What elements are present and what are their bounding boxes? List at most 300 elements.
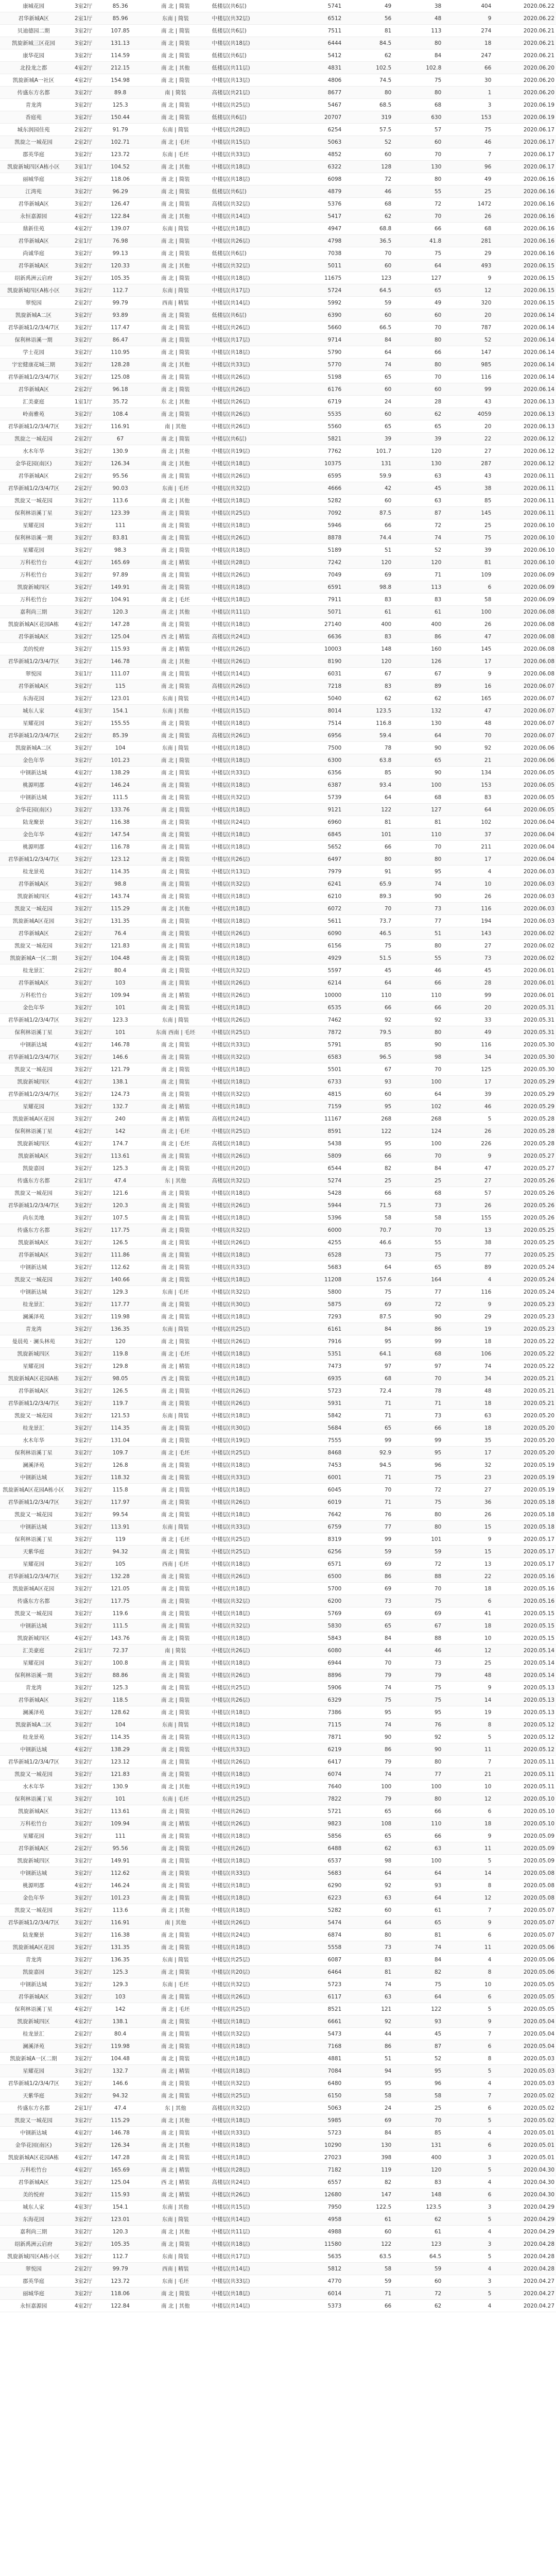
table-cell: 2020.05.19	[493, 1459, 556, 1471]
table-cell: 49	[443, 173, 493, 185]
table-cell: 8878	[293, 532, 343, 544]
table-cell: 南 北 | 其他	[141, 903, 210, 915]
table-cell: 131.35	[100, 915, 141, 927]
table-cell: 43	[443, 396, 493, 408]
table-cell: 2020.06.01	[493, 977, 556, 989]
table-cell: 南 北 | 其他	[141, 1904, 210, 1917]
table-cell: 84	[393, 1954, 443, 1966]
table-cell: 2020.06.17	[493, 124, 556, 136]
table-cell: 南 北 | 精装	[141, 989, 210, 1002]
table-cell: 26	[443, 1199, 493, 1212]
table-cell: 101.23	[100, 754, 141, 767]
table-cell: 79	[343, 1669, 393, 1682]
table-cell: 67	[393, 1620, 443, 1632]
table-cell: 中楼层(共18层)	[210, 1274, 293, 1286]
table-cell: 中楼层(共18层)	[210, 1002, 293, 1014]
table-cell: 2020.05.06	[493, 1966, 556, 1978]
table-cell: 3室2厅	[67, 457, 100, 470]
table-cell: 3室2厅	[67, 742, 100, 754]
table-cell: 2020.06.15	[493, 272, 556, 284]
table-cell: 64	[343, 791, 393, 804]
table-cell: 21	[443, 754, 493, 767]
table-cell: 18	[443, 1397, 493, 1410]
table-cell: 陆龙聚景	[0, 816, 67, 828]
table-cell: 3室2厅	[67, 2114, 100, 2127]
table-cell: 3室2厅	[67, 532, 100, 544]
table-cell: 66	[393, 1805, 443, 1818]
table-cell: 64.5	[393, 2250, 443, 2263]
table-cell: 2020.06.05	[493, 779, 556, 791]
table-cell: 6	[443, 1805, 493, 1818]
table-cell: 319	[343, 111, 393, 124]
table-cell: 130	[343, 2139, 393, 2151]
table-cell: 68	[393, 1348, 443, 1360]
table-cell: 南 北 | 简装	[141, 2053, 210, 2065]
table-cell: 5769	[293, 1607, 343, 1620]
table-cell: 2020.05.22	[493, 1348, 556, 1360]
table-row	[0, 37, 556, 49]
table-row	[0, 12, 556, 25]
table-cell: 中楼层(共18层)	[210, 2287, 293, 2300]
table-row	[0, 1892, 556, 1904]
table-row	[0, 1546, 556, 1558]
table-cell: 南 北 | 毛坯	[141, 2003, 210, 2015]
table-cell: 73	[443, 952, 493, 964]
table-cell: 中楼层(共25层)	[210, 1447, 293, 1459]
table-cell: 南 北 | 简装	[141, 1088, 210, 1100]
table-cell: 3室2厅	[67, 1471, 100, 1484]
table-cell: 南 北 | 简装	[141, 1855, 210, 1867]
table-cell: 2020.05.25	[493, 1236, 556, 1249]
table-cell: 3室2厅	[67, 1805, 100, 1818]
table-cell: 南 北 | 精装	[141, 1100, 210, 1113]
table-cell: 中楼层(共26层)	[210, 853, 293, 866]
table-cell: 126.47	[100, 198, 141, 210]
table-cell: 74	[393, 1941, 443, 1954]
table-row	[0, 62, 556, 74]
table-cell: 5906	[293, 1682, 343, 1694]
table-cell: 6960	[293, 816, 343, 828]
table-cell: 南 北 | 简装	[141, 1496, 210, 1509]
table-cell: 6300	[293, 754, 343, 767]
table-cell: 南 北 | 毛坯	[141, 136, 210, 148]
table-cell: 2020.05.13	[493, 1706, 556, 1719]
table-cell: 东 | 其他	[141, 2102, 210, 2114]
table-cell: 125.04	[100, 2176, 141, 2189]
table-cell: 115	[100, 680, 141, 692]
table-cell: 8468	[293, 1447, 343, 1459]
table-cell: 南 北 | 简装	[141, 2151, 210, 2164]
table-cell: 凯旋又一城花园	[0, 1410, 67, 1422]
table-cell: 西 北 | 精装	[141, 631, 210, 643]
table-cell: 中楼层(共18层)	[210, 1348, 293, 1360]
table-cell: 2020.05.12	[493, 1719, 556, 1731]
table-cell: 123.12	[100, 853, 141, 866]
table-cell: 153	[443, 111, 493, 124]
table-cell: 69	[343, 1558, 393, 1570]
table-cell: 80	[393, 1793, 443, 1805]
table-row	[0, 1521, 556, 1533]
table-cell: 4室2厅	[67, 2151, 100, 2164]
table-cell: 中楼层(共26层)	[210, 1236, 293, 1249]
table-cell: 145	[443, 643, 493, 655]
table-cell: 3室2厅	[67, 878, 100, 890]
table-cell: 70	[393, 321, 443, 334]
table-cell: 113.91	[100, 1521, 141, 1533]
table-cell: 南 北 | 其他	[141, 1781, 210, 1793]
table-cell: 高楼层(共26层)	[210, 680, 293, 692]
table-cell: 高楼层(共21层)	[210, 87, 293, 99]
table-cell: 64	[343, 1867, 393, 1879]
table-cell: 116.78	[100, 841, 141, 853]
table-cell: 28	[443, 977, 493, 989]
table-cell: 2020.06.05	[493, 767, 556, 779]
table-row	[0, 396, 556, 408]
table-cell: 123.5	[393, 2201, 443, 2213]
table-cell: 153	[443, 779, 493, 791]
table-cell: 2020.05.05	[493, 2003, 556, 2015]
table-cell: 112.62	[100, 1867, 141, 1879]
table-cell: 5723	[293, 2127, 343, 2139]
table-cell: 传盛东方名都	[0, 1595, 67, 1607]
table-cell: 南 北 | 简装	[141, 2040, 210, 2053]
table-cell: 万科松竹台	[0, 556, 67, 569]
table-row	[0, 1583, 556, 1595]
table-row	[0, 1039, 556, 1051]
table-cell: 3室2厅	[67, 581, 100, 594]
table-cell: 3室2厅	[67, 1150, 100, 1162]
table-cell: 84	[343, 1323, 393, 1335]
table-cell: 星耀花园	[0, 519, 67, 532]
table-row	[0, 742, 556, 754]
table-cell: 6241	[293, 878, 343, 890]
table-cell: 2020.05.12	[493, 1731, 556, 1743]
table-cell: 6636	[293, 631, 343, 643]
table-cell: 3室2厅	[67, 1818, 100, 1830]
table-cell: 康华花园	[0, 49, 67, 62]
table-row	[0, 25, 556, 37]
table-cell: 南 北 | 简装	[141, 569, 210, 581]
table-cell: 2020.05.16	[493, 1595, 556, 1607]
table-cell: 君华新城1/2/3/4/7区	[0, 1570, 67, 1583]
table-cell: 3室2厅	[67, 903, 100, 915]
table-cell: 中钢新达城	[0, 1743, 67, 1756]
table-cell: 6098	[293, 173, 343, 185]
table-row	[0, 1274, 556, 1286]
table-cell: 2020.05.10	[493, 1793, 556, 1805]
table-cell: 41.8	[393, 235, 443, 247]
table-cell: 中楼层(共18层)	[210, 1941, 293, 1954]
table-cell: 星耀花园	[0, 717, 67, 730]
table-cell: 南 北 | 简装	[141, 272, 210, 284]
table-cell: 3室2厅	[67, 1372, 100, 1385]
table-cell: 2020.05.22	[493, 1360, 556, 1372]
table-row	[0, 964, 556, 977]
table-cell: 287	[443, 457, 493, 470]
table-cell: 38	[393, 0, 443, 12]
table-cell: 中楼层(共28层)	[210, 2164, 293, 2176]
table-cell: 高楼层(共24层)	[210, 1113, 293, 1125]
table-cell: 124	[393, 1125, 443, 1138]
table-cell: 80	[393, 1026, 443, 1039]
table-cell: 47.4	[100, 2102, 141, 2114]
table-cell: 中楼层(共26层)	[210, 2189, 293, 2201]
table-cell: 中楼层(共32层)	[210, 260, 293, 272]
table-cell: 南 北 | 简装	[141, 927, 210, 940]
table-cell: 60	[393, 309, 443, 321]
table-cell: 3室2厅	[67, 1113, 100, 1125]
table-cell: 11675	[293, 272, 343, 284]
table-cell: 3室2厅	[67, 1533, 100, 1546]
table-cell: 27023	[293, 2151, 343, 2164]
table-cell: 76	[393, 1719, 443, 1731]
table-cell: 凯旋新城A区花园	[0, 915, 67, 927]
table-cell: 君华新城1/2/3/4/7区	[0, 655, 67, 668]
table-cell: 3室2厅	[67, 185, 100, 198]
table-cell: 南 北 | 简装	[141, 309, 210, 321]
table-cell: 18	[443, 1422, 493, 1434]
table-cell: 25	[443, 1657, 493, 1669]
table-cell: 南 北 | 简装	[141, 1570, 210, 1583]
table-cell: 低楼层(共11层)	[210, 62, 293, 74]
table-cell: 中钢新达城	[0, 1620, 67, 1632]
table-cell: 5790	[293, 346, 343, 359]
table-row	[0, 1014, 556, 1026]
table-cell: 3室2厅	[67, 680, 100, 692]
table-row	[0, 2189, 556, 2201]
table-row	[0, 2102, 556, 2114]
table-cell: 5351	[293, 1348, 343, 1360]
table-cell: 君华新城A区	[0, 1249, 67, 1261]
table-cell: 2020.05.20	[493, 1434, 556, 1447]
table-cell: 157.6	[343, 1274, 393, 1286]
table-cell: 6072	[293, 903, 343, 915]
table-cell: 4室2厅	[67, 2127, 100, 2139]
table-cell: 凯旋新城A区	[0, 1236, 67, 1249]
table-cell: 2020.06.21	[493, 25, 556, 37]
table-cell: 88	[393, 1570, 443, 1583]
table-cell: 中楼层(共13层)	[210, 74, 293, 87]
table-cell: 116.91	[100, 420, 141, 433]
table-cell: 74	[443, 1360, 493, 1372]
table-cell: 6845	[293, 828, 343, 841]
table-cell: 4881	[293, 2053, 343, 2065]
table-cell: 81	[343, 25, 393, 37]
table-cell: 凯旋新城A区花园	[0, 1941, 67, 1954]
table-cell: 东南 | 毛坯	[141, 1978, 210, 1991]
table-cell: 147	[443, 346, 493, 359]
table-cell: 51	[393, 927, 443, 940]
table-cell: 3室2厅	[67, 1484, 100, 1496]
table-cell: 中楼层(共32层)	[210, 1051, 293, 1063]
table-cell: 68	[343, 1372, 393, 1385]
table-cell: 星耀花园	[0, 2065, 67, 2077]
table-cell: 63	[393, 1842, 443, 1855]
table-row	[0, 247, 556, 260]
table-cell: 36.5	[343, 235, 393, 247]
table-cell: 3室2厅	[67, 1348, 100, 1360]
table-cell: 中楼层(共15层)	[210, 2201, 293, 2213]
table-row	[0, 495, 556, 507]
table-cell: 59	[393, 2263, 443, 2275]
table-cell: 105	[100, 1558, 141, 1570]
table-cell: 128	[343, 161, 393, 173]
table-cell: 86	[343, 2040, 393, 2053]
table-cell: 66.5	[343, 321, 393, 334]
table-row	[0, 445, 556, 457]
table-row	[0, 767, 556, 779]
table-cell: 68.8	[343, 223, 393, 235]
table-row	[0, 260, 556, 272]
table-cell: 115.93	[100, 2189, 141, 2201]
table-cell: 南 北 | 简装	[141, 433, 210, 445]
table-cell: 72	[393, 198, 443, 210]
table-cell: 61	[393, 606, 443, 618]
table-cell: 6935	[293, 1372, 343, 1385]
table-cell: 80	[343, 853, 393, 866]
table-cell: 96	[393, 1459, 443, 1471]
table-cell: 111	[100, 519, 141, 532]
table-cell: 中楼层(共26层)	[210, 532, 293, 544]
table-cell: 3室2厅	[67, 989, 100, 1002]
table-cell: 南 北 | 简装	[141, 804, 210, 816]
table-cell: 南 北 | 其他	[141, 2226, 210, 2238]
table-cell: 62	[393, 408, 443, 420]
table-row	[0, 2263, 556, 2275]
table-cell: 南 北 | 简装	[141, 519, 210, 532]
table-row	[0, 556, 556, 569]
table-cell: 2020.06.17	[493, 136, 556, 148]
table-cell: 中楼层(共25层)	[210, 1026, 293, 1039]
table-cell: 6087	[293, 1954, 343, 1966]
table-cell: 东南 | 简装	[141, 1954, 210, 1966]
table-cell: 凯旋又一城花园	[0, 1768, 67, 1781]
table-cell: 3室2厅	[67, 1595, 100, 1607]
table-cell: 118.06	[100, 173, 141, 185]
table-cell: 149.91	[100, 1855, 141, 1867]
table-cell: 4室3厅	[67, 705, 100, 717]
table-cell: 75	[393, 1496, 443, 1509]
table-cell: 75	[393, 1471, 443, 1484]
table-cell: 6	[443, 1929, 493, 1941]
table-cell: 东南 | 简装	[141, 223, 210, 235]
table-cell: 南 北 | 其他	[141, 260, 210, 272]
table-row	[0, 1954, 556, 1966]
table-cell: 45	[393, 482, 443, 495]
table-cell: 80	[393, 359, 443, 371]
table-cell: 7049	[293, 569, 343, 581]
table-row	[0, 1842, 556, 1855]
table-cell: 7916	[293, 1335, 343, 1348]
table-cell: 2室1厅	[67, 12, 100, 25]
table-cell: 南 北 | 简装	[141, 1076, 210, 1088]
table-cell: 75	[393, 1595, 443, 1607]
table-cell: 85.36	[100, 0, 141, 12]
table-cell: 11	[443, 1743, 493, 1756]
table-cell: 3室2厅	[67, 359, 100, 371]
table-cell: 116	[443, 1286, 493, 1298]
table-cell: 4798	[293, 235, 343, 247]
table-cell: 66	[343, 2300, 393, 2312]
table-cell: 5011	[293, 260, 343, 272]
table-cell: 25	[443, 519, 493, 532]
table-cell: 2020.06.05	[493, 791, 556, 804]
table-cell: 68	[393, 99, 443, 111]
table-row	[0, 1422, 556, 1434]
table-cell: 58	[393, 2090, 443, 2102]
table-cell: 南 北 | 精装	[141, 1113, 210, 1125]
table-cell: 中楼层(共25层)	[210, 2090, 293, 2102]
table-cell: 113.61	[100, 1150, 141, 1162]
table-cell: 君华新城1/2/3/4/7区	[0, 1088, 67, 1100]
table-cell: 70	[343, 1657, 393, 1669]
table-cell: 3室2厅	[67, 1694, 100, 1706]
table-cell: 凯旋又一城花园	[0, 495, 67, 507]
table-cell: 127	[393, 804, 443, 816]
table-cell: 尚诚华庭	[0, 247, 67, 260]
table-cell: 83	[343, 594, 393, 606]
table-cell: 118.5	[100, 1694, 141, 1706]
table-cell: 71	[343, 1496, 393, 1509]
table-row	[0, 1509, 556, 1521]
table-cell: 南 北 | 简装	[141, 754, 210, 767]
table-cell: 香庭苑	[0, 111, 67, 124]
table-row	[0, 1261, 556, 1274]
table-cell: 凯旋新城A区	[0, 1150, 67, 1162]
table-cell: 129.3	[100, 1286, 141, 1298]
table-cell: 59.4	[343, 730, 393, 742]
table-cell: 3室2厅	[67, 1410, 100, 1422]
table-cell: 南 北 | 简装	[141, 1694, 210, 1706]
table-cell: 123.3	[100, 1014, 141, 1026]
table-row	[0, 173, 556, 185]
table-cell: 6480	[293, 2077, 343, 2090]
table-cell: 70	[393, 841, 443, 853]
table-cell: 南 北 | 简装	[141, 2238, 210, 2250]
table-cell: 南 北 | 简装	[141, 1830, 210, 1842]
table-cell: 中楼层(共18层)	[210, 1311, 293, 1323]
table-cell: 翠悦园	[0, 668, 67, 680]
table-cell: 126.34	[100, 2139, 141, 2151]
table-cell: 74.5	[343, 74, 393, 87]
table-cell: 2室1厅	[67, 1645, 100, 1657]
table-row	[0, 99, 556, 111]
table-cell: 101.7	[343, 445, 393, 457]
table-cell: 中钢新达城	[0, 1039, 67, 1051]
table-cell: 400	[343, 618, 393, 631]
table-row	[0, 470, 556, 482]
table-cell: 6	[443, 2102, 493, 2114]
table-cell: 96	[443, 161, 493, 173]
table-cell: 凯旋又一城花园	[0, 940, 67, 952]
table-cell: 2020.05.27	[493, 1150, 556, 1162]
table-cell: 138.29	[100, 1743, 141, 1756]
table-cell: 99.54	[100, 1509, 141, 1521]
table-cell: 74	[343, 359, 393, 371]
table-row	[0, 161, 556, 173]
table-cell: 74	[343, 1682, 393, 1694]
table-cell: 9	[443, 1917, 493, 1929]
table-cell: 114.35	[100, 1422, 141, 1434]
table-cell: 金色年华	[0, 828, 67, 841]
table-cell: 3室2厅	[67, 2065, 100, 2077]
table-cell: 南 北 | 简装	[141, 1311, 210, 1323]
table-cell: 64.1	[343, 1348, 393, 1360]
table-cell: 138.1	[100, 2015, 141, 2028]
table-cell: 72	[393, 1298, 443, 1311]
table-cell: 10	[443, 878, 493, 890]
table-cell: 君华新城1/2/3/4/7区	[0, 482, 67, 495]
